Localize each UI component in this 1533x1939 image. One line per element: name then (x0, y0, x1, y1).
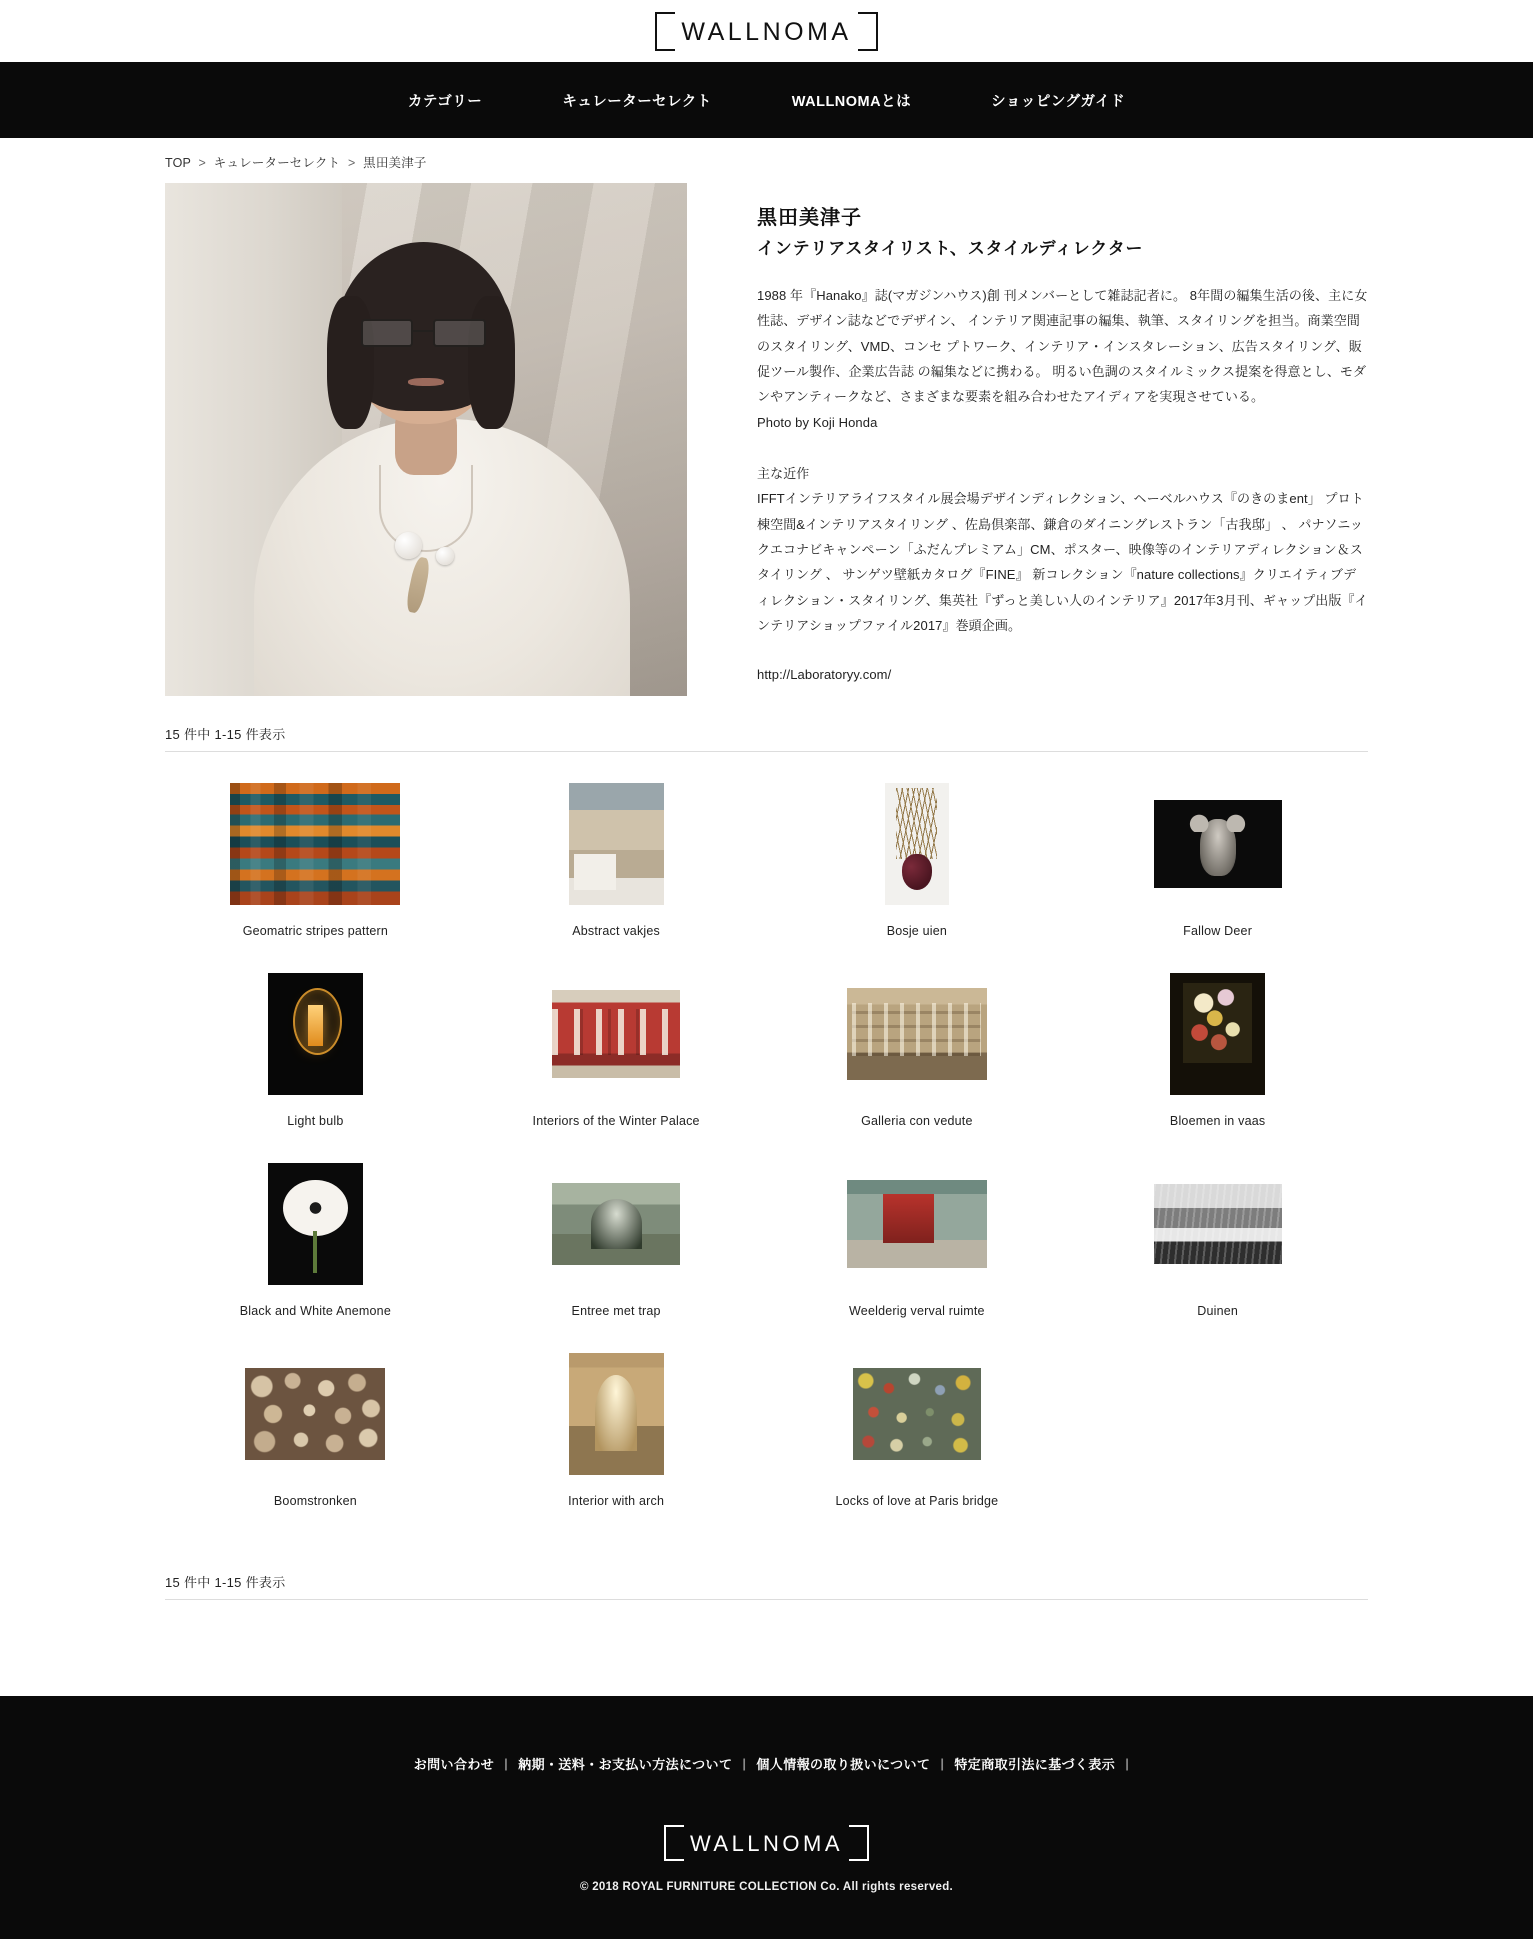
product-thumbnail-box (230, 774, 400, 914)
product-card[interactable] (466, 1344, 767, 1534)
curator-website-wrap (757, 662, 1368, 687)
glasses-lens-right (433, 319, 486, 347)
curator-website-link[interactable]: http://Laboratoryy.com/ (757, 667, 892, 683)
product-title: Bosje uien (886, 924, 948, 938)
footer-links (0, 1754, 1533, 1773)
footer-link-legal-notice[interactable]: 特定商取引法に基づく表示 (954, 1757, 1116, 1772)
product-thumbnail-image (552, 1183, 680, 1265)
product-thumbnail-image (569, 1353, 664, 1475)
product-card[interactable] (466, 1154, 767, 1344)
footer-link-privacy[interactable]: 個人情報の取り扱いについて (756, 1757, 931, 1772)
product-card[interactable] (1067, 774, 1368, 964)
product-card[interactable] (767, 1154, 1068, 1344)
logo-bracket-top-left (655, 12, 675, 32)
portrait-necklace-bead-small (436, 547, 454, 564)
footer-link-shipping-payment[interactable]: 納期・送料・お支払い方法について (518, 1757, 733, 1772)
curator-profile (165, 183, 1368, 714)
product-thumbnail-box (569, 774, 664, 914)
product-thumbnail-image (1154, 1184, 1282, 1264)
portrait-mouth (408, 378, 445, 386)
result-count-top: 15 件中 1-15 件表示 (165, 714, 1368, 752)
product-title: Boomstronken (273, 1494, 357, 1508)
product-title: Abstract vakjes (572, 924, 660, 938)
portrait-glasses (361, 319, 486, 347)
product-thumbnail-image (847, 1180, 987, 1268)
product-card[interactable] (165, 1154, 466, 1344)
product-thumbnail-box (853, 1344, 981, 1484)
product-thumbnail-image (569, 783, 664, 905)
product-card[interactable] (165, 964, 466, 1154)
footer-logo-wrap (0, 1825, 1533, 1861)
product-card[interactable] (767, 964, 1068, 1154)
product-card[interactable] (767, 774, 1068, 964)
footer-link-contact[interactable]: お問い合わせ (413, 1757, 495, 1772)
product-thumbnail-box (552, 1154, 680, 1294)
curator-works-label: 主な近作 (757, 466, 810, 482)
breadcrumb-parent[interactable]: キュレーターセレクト (213, 156, 341, 170)
portrait-hair-right (468, 296, 515, 429)
site-logo-footer[interactable] (664, 1825, 869, 1861)
portrait-necklace-bead-large (395, 532, 422, 559)
product-thumbnail-box (885, 774, 949, 914)
nav-item-curator-select[interactable]: キュレーターセレクト (562, 93, 712, 110)
portrait-hair-left (327, 296, 374, 429)
product-card[interactable] (165, 1344, 466, 1534)
product-thumbnail-box (847, 1154, 987, 1294)
logo-bracket-bottom-right (858, 31, 878, 51)
logo-text: WALLNOMA (689, 1831, 844, 1856)
logo-bracket-bottom-left (655, 31, 675, 51)
footer-divider: | (1125, 1756, 1130, 1771)
curator-bio (757, 183, 1368, 696)
product-thumbnail-image (1170, 973, 1265, 1095)
curator-role: インテリアスタイリスト、スタイルディレクター (757, 239, 1144, 258)
product-title: Light bulb (287, 1114, 344, 1128)
copyright-text: © 2018 ROYAL FURNITURE COLLECTION Co. All rights reserved. (579, 1881, 954, 1893)
product-thumbnail-box (1154, 1154, 1282, 1294)
product-card[interactable] (466, 774, 767, 964)
product-thumbnail-image (853, 1368, 981, 1460)
product-title: Fallow Deer (1183, 924, 1253, 938)
nav-item-about-wallnoma[interactable]: WALLNOMAとは (791, 93, 912, 110)
product-title: Galleria con vedute (861, 1114, 973, 1128)
curator-name: 黒田美津子 (757, 207, 862, 229)
product-card[interactable] (1067, 1154, 1368, 1344)
glasses-bridge (413, 330, 433, 332)
product-title: Interiors of the Winter Palace (532, 1114, 700, 1128)
curator-bio-text: 1988 年『Hanako』誌(マガジンハウス)創 刊メンバーとして雑誌記者に。 8年間の編集生活の後、主に女性誌、デザイン誌などでデザイン、 インテリア関連記事の編集、執筆、スタイリングを担当。商業空間のスタイリング、VMD、コンセ プトワーク、インテリア・インスタレーション、広告スタイリング、販促ツール製作、企業広告誌 の編集などに携わる。 明るい色調のスタイルミックス提案を得意とし、モダンやアンティークなど、さまざまな要素を組み合わせたアイディアを実現させている。 (757, 288, 1368, 405)
product-thumbnail-image (552, 990, 680, 1078)
breadcrumb-current: 黒田美津子 (363, 156, 427, 170)
product-thumbnail-image (268, 973, 363, 1095)
product-title: Bloemen in vaas (1169, 1114, 1266, 1128)
footer-divider: | (940, 1756, 945, 1771)
portrait-necklace-cord (379, 465, 473, 552)
nav-item-category[interactable]: カテゴリー (407, 93, 483, 110)
breadcrumb-home[interactable]: TOP (165, 156, 191, 170)
breadcrumb-separator-2: > (347, 156, 356, 170)
main-nav (0, 62, 1533, 138)
footer-divider: | (504, 1756, 509, 1771)
breadcrumb (165, 138, 1368, 183)
product-thumbnail-image (1154, 800, 1282, 888)
site-logo-header[interactable] (655, 12, 877, 51)
product-thumbnail-box (1154, 774, 1282, 914)
site-footer (0, 1696, 1533, 1939)
product-title: Geomatric stripes pattern (242, 924, 389, 938)
product-thumbnail-box (847, 964, 987, 1104)
product-thumbnail-box (268, 964, 363, 1104)
product-thumbnail-image (245, 1368, 385, 1460)
product-thumbnail-image (230, 783, 400, 905)
header-logo-bar (0, 0, 1533, 62)
product-thumbnail-box (552, 964, 680, 1104)
logo-text: WALLNOMA (681, 17, 852, 46)
product-thumbnail-box (245, 1344, 385, 1484)
product-thumbnail-box (569, 1344, 664, 1484)
logo-bracket-top-right (858, 12, 878, 32)
product-title: Interior with arch (568, 1494, 665, 1508)
product-card[interactable] (1067, 964, 1368, 1154)
product-title: Black and White Anemone (239, 1304, 391, 1318)
product-thumbnail-image (268, 1163, 363, 1285)
product-title: Entree met trap (571, 1304, 661, 1318)
product-thumbnail-image (885, 783, 949, 905)
product-card[interactable] (767, 1344, 1068, 1534)
product-card[interactable] (165, 774, 466, 964)
product-card[interactable] (466, 964, 767, 1154)
main-nav-items (368, 90, 1165, 111)
product-title: Duinen (1197, 1304, 1239, 1318)
curator-photo-credit: Photo by Koji Honda (757, 414, 878, 430)
product-title: Locks of love at Paris bridge (835, 1494, 999, 1508)
footer-divider: | (742, 1756, 747, 1771)
curator-portrait-photo (165, 183, 687, 696)
breadcrumb-separator-1: > (198, 156, 207, 170)
logo-bracket-bottom-left (664, 1841, 684, 1861)
product-thumbnail-box (1170, 964, 1265, 1104)
result-count-bottom: 15 件中 1-15 件表示 (165, 1562, 1368, 1600)
nav-item-shopping-guide[interactable]: ショッピングガイド (991, 93, 1126, 110)
glasses-lens-left (361, 319, 414, 347)
logo-bracket-bottom-right (849, 1841, 869, 1861)
product-thumbnail-image (847, 988, 987, 1080)
product-title: Weelderig verval ruimte (849, 1304, 985, 1318)
product-grid (165, 752, 1368, 1534)
product-thumbnail-box (268, 1154, 363, 1294)
curator-works-text: IFFTインテリアライフスタイル展会場デザインディレクション、ヘーベルハウス『のきのまent」 プロト棟空間&インテリアスタイリング 、佐島倶楽部、鎌倉のダイニングレストラン「古我邸」 、 パナソニックエコナビキャンペーン「ふだんプレミアム」CM、ポスター、映像等のインテリアディレクション＆スタイリング 、 サンゲツ壁紙カタログ『FINE』 新コレクション『nature collections』クリエイティブディレクション・スタイリング、集英社『ずっと美しい人のインテリア』2017年3月刊、ギャップ出版『インテリアショップファイル2017』巻頭企画。 (757, 491, 1368, 634)
page-content (0, 138, 1533, 1600)
